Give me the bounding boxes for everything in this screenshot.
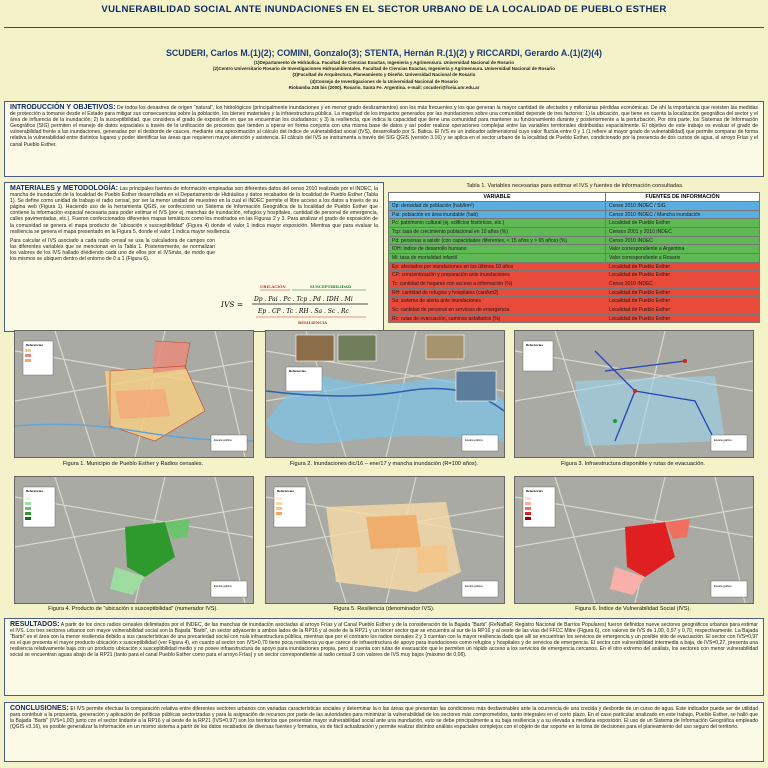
map-scale-label: Escala gráfica (465, 438, 483, 442)
map-scale-label: Escala gráfica (214, 584, 232, 588)
affiliation-line: (3)Facultad de Arquitectura, Planeamiento y Diseño. Universidad Nacional de Rosario (292, 72, 476, 78)
flood-map (266, 331, 504, 457)
methods-heading: MATERIALES y METODOLOGÍA: (10, 185, 119, 192)
table-row (389, 288, 760, 297)
variables-table (388, 192, 760, 323)
table-row (389, 210, 760, 219)
municipality-map (15, 331, 253, 457)
affiliation-line: (4)Consejo de Investigaciones de la Universidad Nacional de Rosario (310, 78, 458, 84)
table-header-variable: VARIABLE (389, 193, 606, 202)
table-row (389, 271, 760, 280)
figure-5-map (265, 476, 505, 604)
map-scale-label: Escala gráfica (465, 584, 483, 588)
table-cell-variable: Tc: cantidad de hogares con acceso a información (%) (389, 280, 606, 289)
table-cell-source: Localidad de Pueblo Esther (606, 219, 760, 228)
table-row (389, 219, 760, 228)
figure-6-map (514, 476, 754, 604)
formula-denominator: Ep . CP . Tc . RH . Sa . Sc . Rc (258, 308, 349, 315)
figure-4-map (14, 476, 254, 604)
conclusions-section (4, 702, 764, 762)
table-cell-source: Valor correspondiente a Argentina (606, 245, 760, 254)
figure-3-caption: Figura 3. Infraestructura disponible y rutas de evacuación. (561, 461, 705, 467)
table-cell-variable: Pd: personas a asistir (con capacidades diferentes, < 15 años y > 65 años) (%) (389, 236, 606, 245)
formula-numerator: Dp . Pai . Pc . Tcp . Pd . IDH . Mi (254, 296, 353, 303)
table-cell-variable: Sa: sistema de alerta ante inundaciones (389, 297, 606, 306)
table-row (389, 314, 760, 323)
table-header-row (389, 193, 760, 202)
exposure-map (15, 477, 253, 603)
table-caption: Tabla 1. Variables necesarias para estimar el IVS y fuentes de información consultadas. (466, 183, 684, 189)
table-cell-source: Localidad de Pueblo Esther (606, 288, 760, 297)
table-cell-source: Censo 2010 INDEC (606, 236, 760, 245)
methods-text-ivs: Para calcular el IVS asociado a cada radio censal se usa la calculadora de campos con las diferentes variables que se mencionan en la Tabla 1. Posteriormente, se normalizan los valores de los IVS hallado dividiendo cada uno de ellos por el IVSmáx, de modo que los mismos se ubiquen dentro del entorno de 0 a 1 (Figura 6). (10, 237, 215, 263)
formula-lhs: IVS = (221, 300, 244, 309)
formula-ubicacion: UBICACIÓN (260, 284, 286, 289)
figure-3-map (514, 330, 754, 458)
table-cell-variable: Mi: tasa de mortalidad infantil (389, 254, 606, 263)
conclusions-heading: CONCLUSIONES: (10, 705, 69, 712)
table-cell-variable: Pc: patrimonio cultural (ej. edificios históricos, etc.) (389, 219, 606, 228)
table-cell-source: Localidad de Pueblo Esther (606, 297, 760, 306)
results-text: A partir de los cinco radios censales delimitados por el INDEC, de las manchas de inundación asociadas al arroyo Frías y al Canal Pueblo Esther y de la consideración de la Bajada “Barbi” (ReNaBaP, Registro Nacional de Barrios Populares) fueron definidos nueve sectores geográficos urbanos para estimar el IVS. Los tres sectores urbanos con mayor vulnerabilidad social son la Bajada “Barbi”, un sector adyacente a ambos lados de la RP16 y al oeste de la RP21 y un tercer sector que se encuentra al sur de la RP16 y al oeste de las vías del FFCC Mitre (Figura 6), con valores de IVS de 1,00, 0,97 y 0,70, respectivamente. La Bajada “Barbi” es el área con la menor resiliencia debido a sus características de una precariedad social con nula infraestructura pública, mientras que por el contrario los radios censales 2 y 3 cuentan con la mayor resiliencia dado que allí se encuentran los servicios de emergencia y un posible sitio de evacuación. El sector con IVS=0,97 es el que presenta el mayor producto ubicación x susceptibilidad (ver Figura 4), en cuanto al sector con IVS=0,70 tiene poca resiliencia ya que carece de infraestructura de apoyo para inundaciones como refugios y hospitales y de servicios de emergencia. El sector con vulnerabilidad intermedia a baja, de IVS=0,27, presenta una resiliencia relativamente baja con un producto ubicación x susceptibilidad medio y no posee infraestructura de apoyo para inundaciones propia, pero si cuenta con rutas de evacuación que le permiten un rápido acceso a los servicios de emergencia cercanos. En el otro extremo del análisis, los sectores con menor vulnerabilidad social se encuentran aguas abajo de la RP21 (tanto para el canal Pueblo Esther como para el arroyo Frías) y un sector correspondiente al radio censal 3 con valores de IVS muy bajos (máximo de 0,06). (10, 622, 758, 659)
table-cell-variable: Rc: rutas de evacuación, caminos asfaltados (%) (389, 314, 606, 323)
figure-5-caption: Figura 5. Resiliencia (denominador IVS). (333, 606, 435, 612)
table-cell-source: Localidad de Pueblo Esther (606, 314, 760, 323)
map-scale-label: Escala gráfica (714, 584, 732, 588)
results-heading: RESULTADOS: (10, 621, 60, 628)
table-row (389, 202, 760, 211)
map-scale-label: Escala gráfica (214, 438, 232, 442)
ivs-map (515, 477, 753, 603)
table-cell-variable: Dp: densidad de población (hab/km²) (389, 202, 606, 211)
table-cell-variable: Tcp: tasa de crecimiento poblacional en 10 años (%) (389, 228, 606, 237)
table-cell-source: Censo 2010 INDEC (606, 280, 760, 289)
table-cell-variable: Ep: afectados por inundaciones en los últimos 10 años (389, 262, 606, 271)
resilience-map (266, 477, 504, 603)
authors: SCUDERI, Carlos M.(1)(2); COMINI, Gonzalo(3); STENTA, Hernán R.(1)(2) y RICCARDI, Gerardo A.(1)(2)(4) (166, 48, 602, 58)
affiliation-line: (2)Centro Universitario Rosario de Investigaciones Hidroambientales. Facultad de Ciencias Exactas, Ingeniería y Agrimensura. Universidad Nacional de Rosario (213, 66, 555, 72)
ivs-formula (220, 282, 370, 328)
table-cell-variable: RH: cantidad de refugios y hospitales (can/km2) (389, 288, 606, 297)
table-cell-source: Censo 2010 INDEC / Mancha inundación (606, 210, 760, 219)
table-header-fuentes: FUENTES DE INFORMACIÓN (606, 193, 760, 202)
table-row (389, 236, 760, 245)
table-cell-variable: IDH: índice de desarrollo humano (389, 245, 606, 254)
map-scale-label: Escala gráfica (714, 438, 732, 442)
table-cell-variable: Pai: población en área inundable (hab) (389, 210, 606, 219)
title-divider (4, 27, 764, 28)
map-legend-title: Referencias (526, 489, 544, 493)
conclusions-text: El IVS permite efectuar la comparación relativa entre diferentes sectores urbanos con variadas características sociales y determinar la o las áreas que presentan las condiciones más desfavorables ante la ocurrencia de una crecida y desborde de un curso de agua. Este indicador puede ser de utilidad para contribuir a la propuesta, generación y aplicación de políticas públicas sectorizadas y para la asignación de recursos por parte de las autoridades para minimizar la vulnerabilidad de los sectores más comprometidos, tanto integrales en el corto plazo. En el caso particular analizado en este trabajo, Pueblo Esther, se halló que la Bajada “Barbi” (IVS=1,00) junto con el sector lindante a la RP16 y al oeste de la RP21 (IVS=0,97) son los territorios que presentan mayor vulnerabilidad social ante una inundación, esto se debe principalmente a su baja resiliencia y a su elevada a mediana exposición. El uso de un Sistema de Información Geográfica empleado (QGIS v3.16), es posible generalizar la información en un mismo sistema a partir de los datos recabados de diversas fuentes y formatos, es de fácil actualización y permite realizar distintos análisis espaciales complejos con el objeto de dar soporte en la toma de decisiones para el planeamiento del uso seguro del territorio. (10, 706, 758, 731)
figure-6-caption: Figura 6. Índice de Vulnerabilidad Social (IVS). (575, 606, 691, 612)
figure-1-caption: Figura 1. Municipio de Pueblo Esther y Radios censales. (62, 461, 204, 467)
map-legend-title: Referencias (277, 489, 295, 493)
table-row (389, 297, 760, 306)
map-legend-title: Referencias (289, 369, 307, 373)
affiliations (0, 60, 768, 91)
table-cell-source: Valor correspondiente a Rosario (606, 254, 760, 263)
table-row (389, 262, 760, 271)
affiliation-line: Riobamba 245 bis (2000). Rosario. Santa Fe. Argentina. e-mail: cscuderi@fceia.unr.edu.ar (288, 84, 480, 90)
table-cell-source: Censos 2001 y 2010 INDEC (606, 228, 760, 237)
table-cell-source: Localidad de Pueblo Esther (606, 306, 760, 315)
intro-heading: INTRODUCCIÓN Y OBJETIVOS: (10, 104, 116, 111)
infrastructure-map (515, 331, 753, 457)
map-legend-title: Referencias (26, 489, 44, 493)
figure-2-map (265, 330, 505, 458)
map-legend-title: Referencias (526, 343, 544, 347)
table-cell-variable: CP: concientización y preparación ante inundaciones (389, 271, 606, 280)
table-row (389, 245, 760, 254)
table-cell-source: Localidad de Pueblo Esther (606, 262, 760, 271)
intro-text: De todos los desastres de origen “natural”, los hidrológicos (principalmente inundaciones y en menor grado deslizamientos) son los más frecuentes y los que generan la mayor cantidad de afectados y millonarias pérdidas económicas. De ahí la importancia que revisten las medidas de protección a tomarse desde el Estado para mitigar sus consecuencias sobre la población, los bienes materiales y la infraestructura pública. La magnitud de los impactos generados por las inundaciones sobre una comunidad depende de tres factores: 1) la ubicación, que tiene en cuenta la localización geográfica del sector y el área de influencia de la inundación; 2) la susceptibilidad, que considera el grado de exposición en que se encuentran los ciudadanos; y 3) la resiliencia, que indica la capacidad que tiene una comunidad para mantener su funcionamiento durante y posteriormente a la perturbación. Por otra parte, los Sistemas de Información Geográfica (SIG) permiten el manejo de datos espaciales a través de la unificación de procesos que tienden a operar en forma conjunta con una misma base de datos y así poder realizar operaciones complejas entre las variables territoriales distribuidas espacialmente. El objetivo de este trabajo es evaluar el grado de vulnerabilidad frente a las inundaciones, generadas por el desborde de cauces, mediante una aproximación al cálculo del índice de vulnerabilidad social (IVS), desarrollado por S. Batica. El IVS es un indicador adimensional cuyo valor fluctúa entre 0 y 1 (1 refiere al mayor grado de vulnerabilidad) que permite comparar de forma relativa la vulnerabilidad entre distintos lugares y poder identificar las áreas que requieren mayor atención y asistencia. El cálculo del IVS se instrumenta a través del SIG QGIS (versión 3.16) y se aplica en el sector urbano de la localidad de Pueblo Esther, condicionado por la presencia de dos cursos de agua, el arroyo Frías y el canal Pueblo Esther. (10, 105, 758, 148)
results-section (4, 618, 764, 696)
figure-4-caption: Figura 4. Producto de “ubicación x susceptibilidad” (numerador IVS). (48, 606, 218, 612)
formula-susceptibilidad: SUSCEPTIBILIDAD (310, 284, 352, 289)
table-row (389, 254, 760, 263)
table-row (389, 306, 760, 315)
affiliation-line: (1)Departamento de Hidráulica. Facultad de Ciencias Exactas, Ingeniería y Agrimensura. Universidad Nacional de Rosario (254, 60, 514, 65)
table-row (389, 280, 760, 289)
methods-text: Las principales fuentes de información empleadas son diferentes datos del censo 2010 realizado por el INDEC, la mancha de inundación de la localidad de Pueblo Esther desarrollada en el Departamento de Hidráulica y datos recabados de la localidad de Pueblo Esther (Tabla 1). Se define como unidad de trabajo el radio censal, por ser la menor unidad de muestreo en la cual el INDEC permite el libre acceso a los datos a través de su página web (Figura 1). Haciendo uso de la herramienta QGIS, se confeccionó un Sistema de Información Geográfica de la localidad de Pueblo Esther que contiene la información espacial necesaria para poder estimar el IVS (por ej. manchas de inundación, refugios y hospitales, cantidad de personal de emergencia, calles pavimentadas, etc.). Fueron confeccionados diferentes mapas temáticos como los mostrados en las Figuras 2 y 3. Para analizar el grado de exposición de la comunidad se genera el mapa producto de “ubicación x susceptibilidad” (Figura 4) donde el valor 1 indica mayor exposición. Mientras que para evaluar la resiliencia se genera el mapa presentado en la Figura 5, donde el valor 1 indica mayor resiliencia. (10, 186, 378, 235)
table-cell-source: Censo 2010 INDEC / SIG (606, 202, 760, 211)
poster-title: VULNERABILIDAD SOCIAL ANTE INUNDACIONES EN EL SECTOR URBANO DE LA LOCALIDAD DE PUEBLO ESTHER (101, 4, 667, 15)
intro-section (4, 101, 764, 177)
table-cell-variable: Sc: cantidad de personal en servicios de emergencia (389, 306, 606, 315)
figure-1-map (14, 330, 254, 458)
formula-resiliencia: RESILIENCIA (298, 320, 328, 325)
map-legend-title: Referencias (26, 343, 44, 347)
table-cell-source: Localidad de Pueblo Esther (606, 271, 760, 280)
figure-2-caption: Figura 2. Inundaciones dic/16 – ene/17 y mancha inundación (R=100 años). (289, 461, 479, 467)
table-row (389, 228, 760, 237)
